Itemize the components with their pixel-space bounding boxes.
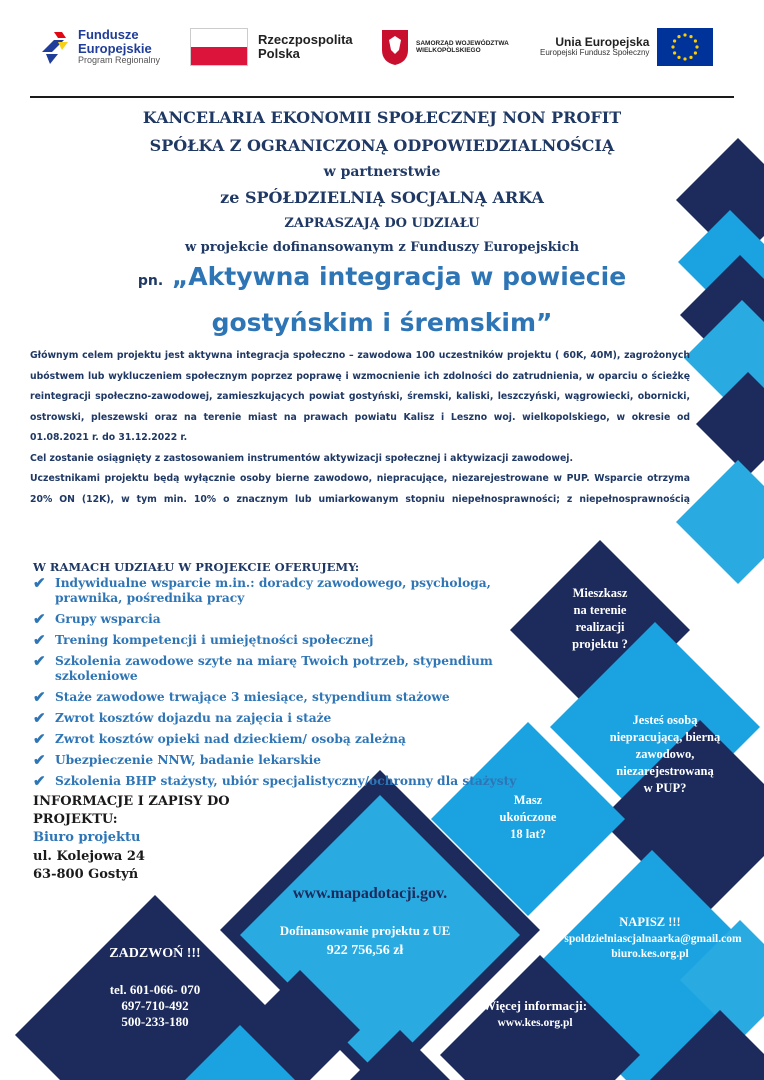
question-employment: [590, 712, 740, 797]
offer-item-text: Szkolenia zawodowe szyte na miarę Twoich potrzeb, stypendium szkoleniowe: [55, 654, 493, 683]
logo-fundusze-europejskie: [40, 22, 160, 72]
ue-line2: Europejski Fundusz Społeczny: [540, 48, 650, 58]
phone-numbers: [70, 982, 240, 1030]
offer-item-text: Trening kompetencji i umiejętności społecznej: [55, 633, 374, 647]
polish-flag: [190, 28, 248, 66]
header-line1: KANCELARIA EKONOMII SPOŁECZNEJ NON PROFIT: [142, 108, 622, 127]
fe-line2: Europejskie: [78, 41, 152, 57]
info-heading-1: INFORMACJE I ZAPISY DO: [33, 794, 230, 809]
offer-item: [33, 690, 553, 705]
phone-number[interactable]: tel. 601-066- 070: [109, 982, 201, 997]
check-icon: ✔: [33, 574, 46, 592]
coat-of-arms-icon: [380, 28, 410, 66]
description-paragraph-3: Uczestnikami projektu będą wyłącznie osoby bierne zawodowo, niepracujące, niezarejestrowane w PUP. Wsparcie otrzyma 20% ON (12K), w tym min. 10% o znacznym lub umiarkowanym stopniu niepełnosprawności; z niepełnosprawnością: [30, 473, 690, 505]
logo-unia-europejska: [540, 22, 713, 72]
sw-line1: SAMORZĄD WOJEWÓDZTWA: [416, 39, 509, 47]
q1-line: na terenie: [573, 603, 627, 617]
check-icon: ✔: [33, 631, 46, 649]
description-paragraph-2: Cel zostanie osiągnięty z zastosowaniem instrumentów aktywizacji społecznej i aktywizacji zawodowej.: [30, 452, 574, 464]
phone-number[interactable]: 697-710-492: [121, 998, 189, 1013]
offer-item: [33, 732, 553, 747]
check-icon: ✔: [33, 610, 46, 628]
offer-list: [33, 576, 553, 795]
check-icon: ✔: [33, 751, 46, 769]
project-title-line1: [0, 262, 764, 291]
write-heading: NAPISZ !!!: [619, 915, 681, 929]
offer-item-text: Szkolenia BHP stażysty, ubiór specjalistyczny/ochronny dla stażysty: [55, 774, 517, 788]
rp-line1: Rzeczpospolita: [258, 31, 353, 47]
header-divider: [30, 96, 734, 98]
q2-line: w PUP?: [643, 781, 687, 795]
q1-line: realizacji: [575, 620, 625, 634]
office-city: 63-800 Gostyń: [33, 867, 139, 882]
more-info-link[interactable]: www.kes.org.pl: [497, 1017, 573, 1029]
header-line2: SPÓŁKA Z OGRANICZONĄ ODPOWIEDZIALNOŚCIĄ: [149, 136, 615, 155]
call-heading: ZADZWOŃ !!!: [109, 946, 201, 961]
project-title-line2: gostyńskim i śremskim”: [211, 308, 553, 337]
offer-item: [33, 774, 553, 789]
header-line5: ZAPRASZAJĄ DO UDZIAŁU: [284, 216, 480, 231]
offer-item-text: Grupy wsparcia: [55, 612, 161, 626]
check-icon: ✔: [33, 709, 46, 727]
q2-line: niezarejestrowaną: [616, 764, 714, 778]
offer-item: [33, 711, 553, 726]
title-prefix: pn.: [137, 273, 164, 289]
title-main-1: „Aktywna integracja w powiecie: [171, 262, 627, 291]
check-icon: ✔: [33, 652, 46, 670]
question-residence: [540, 585, 660, 653]
fe-line1: Fundusze: [78, 26, 139, 42]
offer-item-text: Zwrot kosztów opieki nad dzieckiem/ osobą zależną: [55, 732, 406, 746]
phone-number[interactable]: 500-233-180: [121, 1014, 189, 1029]
q1-line: projektu ?: [572, 637, 628, 651]
funding-amount: 922 756,56 zł: [326, 943, 404, 958]
office-street: ul. Kolejowa 24: [33, 849, 145, 864]
header-line4: ze SPÓŁDZIELNIĄ SOCJALNĄ ARKA: [220, 188, 544, 207]
offer-item-text: Ubezpieczenie NNW, badanie lekarskie: [55, 753, 322, 767]
office-label: Biuro projektu: [33, 830, 141, 845]
q2-line: zawodowo,: [635, 747, 695, 761]
website-link[interactable]: www.mapadotacji.gov.: [292, 885, 448, 902]
q2-line: Jesteś osobą: [632, 713, 698, 727]
q2-line: niepracującą, bierną: [609, 730, 721, 744]
check-icon: ✔: [33, 688, 46, 706]
offer-item: [33, 633, 553, 648]
funding-label: Dofinansowanie projektu z UE: [279, 923, 451, 938]
project-description: [30, 346, 690, 510]
q3-line: ukończone: [499, 810, 557, 824]
q3-line: 18 lat?: [510, 827, 546, 841]
check-icon: ✔: [33, 772, 46, 790]
offer-item: [33, 654, 553, 684]
ue-line1: Unia Europejska: [555, 35, 650, 49]
info-heading-2: PROJEKTU:: [33, 812, 118, 827]
more-info-label: Więcej informacji:: [482, 998, 588, 1013]
question-age: [478, 792, 578, 843]
rp-line2: Polska: [258, 46, 300, 61]
fe-line3: Program Regionalny: [78, 55, 161, 66]
biuro-link[interactable]: biuro.kes.org.pl: [611, 948, 689, 960]
offer-item: [33, 612, 553, 627]
email-link[interactable]: spoldzielniascjalnaarka@gmail.com: [564, 933, 742, 945]
offer-item-text: Indywidualne wsparcie m.in.: doradcy zawodowego, psychologa, prawnika, pośrednika pracy: [55, 576, 491, 605]
logo-rzeczpospolita: [190, 22, 353, 72]
description-paragraph-1: Głównym celem projektu jest aktywna integracja społeczno – zawodowa 100 uczestników projektu ( 60K, 40M), zagrożonych ubóstwem lub wykluczeniem społecznym poprzez poprawę i wzmocnienie ich zdolności do zatrudnienia, w oparciu o ścieżkę reintegracji społeczno-zawodowej, zamieszkujących powiat gostyński, śremski, kaliski, leszczyński, wągrowiecki, obornicki, ostrowski, pleszewski oraz na terenie miast na prawach powiatu Kalisz i Leszno woj. wielkopolskiego, w okresie od 01.08.2021 r. do 31.12.2022 r.: [30, 350, 690, 443]
header-line6: w projekcie dofinansowanym z Funduszy Europejskich: [184, 240, 580, 255]
q3-line: Masz: [513, 793, 543, 807]
logo-samorzad: [380, 22, 509, 72]
header-line3: w partnerstwie: [323, 164, 441, 180]
sw-line2: WIELKOPOLSKIEGO: [416, 47, 481, 54]
offer-item-text: Zwrot kosztów dojazdu na zajęcia i staże: [55, 711, 332, 725]
offer-item-text: Staże zawodowe trwające 3 miesiące, stypendium stażowe: [55, 690, 450, 704]
eu-flag-icon: [657, 28, 713, 66]
check-icon: ✔: [33, 730, 46, 748]
q1-line: Mieszkasz: [572, 586, 628, 600]
offer-item: [33, 753, 553, 768]
offer-item: [33, 576, 553, 606]
fe-star-icon: [40, 28, 72, 66]
offer-heading: W RAMACH UDZIAŁU W PROJEKCIE OFERUJEMY:: [33, 560, 360, 574]
